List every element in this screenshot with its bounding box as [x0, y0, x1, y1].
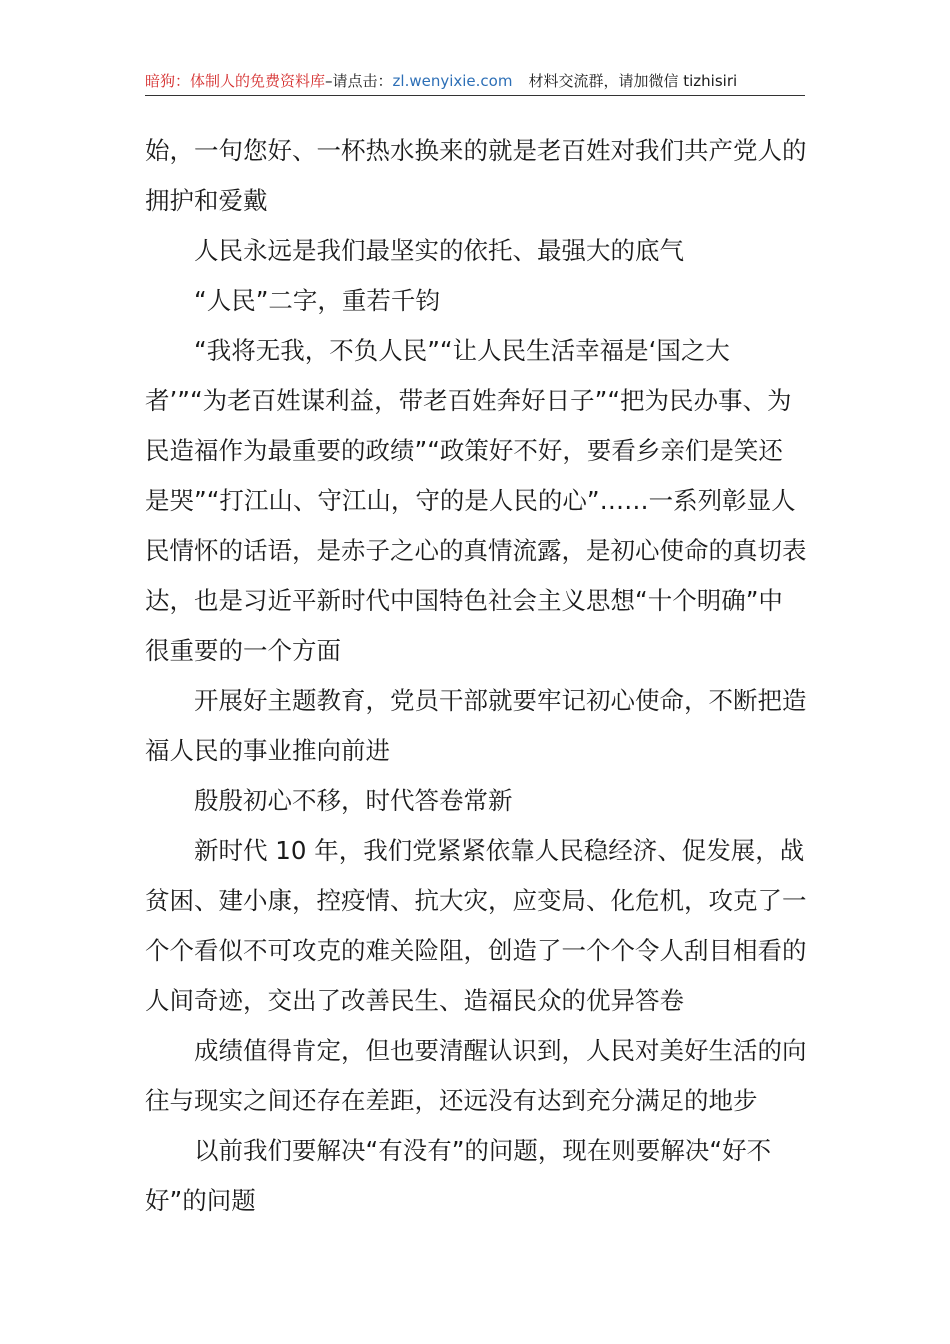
paragraph: 人民永远是我们最坚实的依托、最强大的底气: [194, 236, 684, 265]
page-header: [145, 68, 805, 94]
paragraph: 始，一句您好、一杯热水换来的就是老百姓对我们共产党人的拥护和爱戴: [145, 136, 807, 215]
paragraph: 以前我们要解决“有没有”的问题，现在则要解决“好不好”的问题: [145, 1136, 772, 1215]
paragraph: “人民”二字，重若千钧: [194, 286, 440, 315]
paragraph: 新时代 10 年，我们党紧紧依靠人民稳经济、促发展，战贫困、建小康，控疫情、抗大灾，应变局、化危机，攻克了一个个看似不可攻克的难关险阻，创造了一个个令人刮目相看的人间奇迹，交出了改善民生、造福民众的优异答卷: [145, 836, 807, 1015]
document-body: [145, 126, 807, 1226]
paragraph: 殷殷初心不移，时代答卷常新: [194, 786, 513, 815]
header-divider: [145, 95, 805, 96]
header-group-note: 材料交流群，请加微信 tizhisiri: [528, 72, 738, 90]
paragraph: “我将无我，不负人民”“让人民生活幸福是‘国之大者’”“为老百姓谋利益，带老百姓奔好日子”“把为民办事、为民造福作为最重要的政绩”“政策好不好，要看乡亲们是笑还是哭”“打江山、守江山，守的是人民的心”……一系列彰显人民情怀的话语，是赤子之心的真情流露，是初心使命的真切表达，也是习近平新时代中国特色社会主义思想“十个明确”中很重要的一个方面: [145, 336, 807, 665]
paragraph: 成绩值得肯定，但也要清醒认识到，人民对美好生活的向往与现实之间还存在差距，还远没有达到充分满足的地步: [145, 1036, 807, 1115]
header-brand: 暗狗：体制人的免费资料库: [145, 72, 326, 90]
paragraph: 开展好主题教育，党员干部就要牢记初心使命，不断把造福人民的事业推向前进: [145, 686, 807, 765]
header-link[interactable]: zl.wenyixie.com: [392, 72, 513, 90]
header-click-prompt: –请点击：: [325, 72, 393, 90]
